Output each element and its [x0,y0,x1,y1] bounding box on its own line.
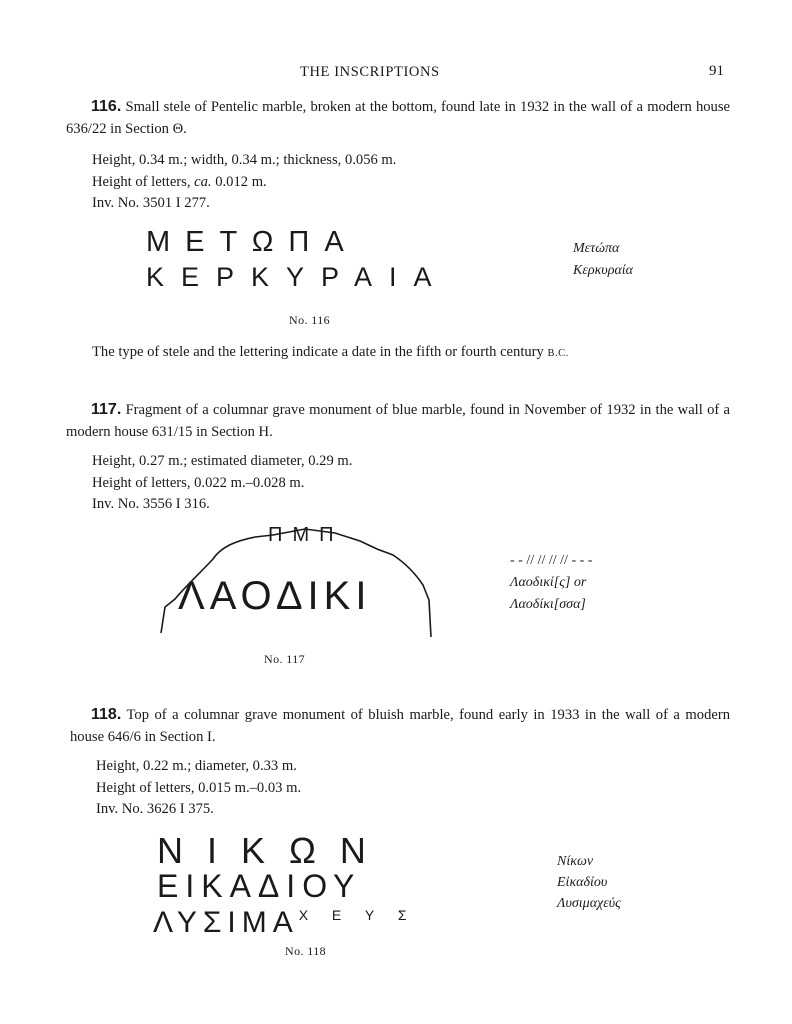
entry-118-description-block [70,704,730,748]
entry-118-dimensions: Height, 0.22 m.; diameter, 0.33 m. [96,758,297,774]
entry-118-details [96,756,301,821]
transcription-116 [573,238,633,282]
entry-118-inventory: Inv. No. 3626 I 375. [96,801,214,817]
entry-117-description-block [66,399,730,443]
inscription-118-line-3: $\Lambda\Upsilon\Sigma IMA^{X E \Upsilon \Sigma}$ [153,906,417,939]
transcription-118-line-2: Εἰκαδίου [557,875,608,890]
transcription-118-line-3: Λυσιμαχεύς [557,896,621,911]
inscription-118-worn-letters: Χ Ε Υ Σ [298,907,417,923]
entry-116-description: Small stele of Pentelic marble, broken at the bottom, found late in 1932 in the wall of a modern house 636/22 in Section Θ. [66,99,730,137]
entry-116-inventory: Inv. No. 3501 I 277. [92,195,210,211]
entry-117-number: 117. [91,401,122,418]
entry-118-letter-height: Height of letters, 0.015 m.–0.03 m. [96,779,302,796]
entry-116-letter-height: Height of letters, ca. 0.012 m. [92,173,267,190]
transcription-117-line-3: Λαοδίκι[σσα] [510,597,586,612]
inscription-118-line-1: ΝΙΚΩΝ [157,830,390,871]
figure-caption-116: No. 116 [289,313,331,327]
transcription-117-line-2: Λαοδικί[ς] or [510,575,587,590]
entry-117-details [92,451,352,516]
transcription-116-line-1: Μετώπα [573,241,620,256]
entry-116-number: 116. [91,98,122,115]
running-title: THE INSCRIPTIONS [300,64,440,80]
transcription-116-line-2: Κερκυραία [573,263,634,278]
entry-118-number: 118. [91,706,122,723]
transcription-118-line-1: Νίκων [557,854,594,869]
transcription-118 [557,851,621,914]
entry-116-dimensions: Height, 0.34 m.; width, 0.34 m.; thickness, 0.056 m. [92,152,397,168]
transcription-117-line-1: - - // // // // - - - [510,553,593,568]
entry-118-description: Top of a columnar grave monument of bluish marble, found early in 1933 in the wall of a modern house 646/6 in Section I. [70,707,730,745]
transcription-117 [510,550,592,616]
entry-116-description-block [66,96,730,140]
figure-caption-117: No. 117 [264,652,306,666]
entry-116-note: The type of stele and the lettering indicate a date in the fifth or fourth century B.C. [92,344,569,360]
page-number: 91 [709,63,724,79]
entry-117-inventory: Inv. No. 3556 I 316. [92,496,210,512]
entry-117-description: Fragment of a columnar grave monument of blue marble, found in November of 1932 in the wall of a modern house 631/15 in Section H. [66,402,730,440]
inscription-117-main-line: ΛΑΟΔΙΚΙ [178,574,372,618]
inscription-117-top-line: ΠΜΠ [268,524,344,546]
entry-117-letter-height: Height of letters, 0.022 m.–0.028 m. [92,474,305,491]
inscription-118-line-2: ΕΙΚΑΔΙΟΥ [157,868,362,904]
entry-117-dimensions: Height, 0.27 m.; estimated diameter, 0.29 m. [92,453,353,469]
inscription-116-line-2: ΚΕΡΚΥΡΑΙΑ [146,262,449,292]
figure-caption-118: No. 118 [285,944,327,958]
inscription-116-line-1: ΜΕΤΩΠΑ [146,226,359,258]
entry-116-details [92,150,396,215]
